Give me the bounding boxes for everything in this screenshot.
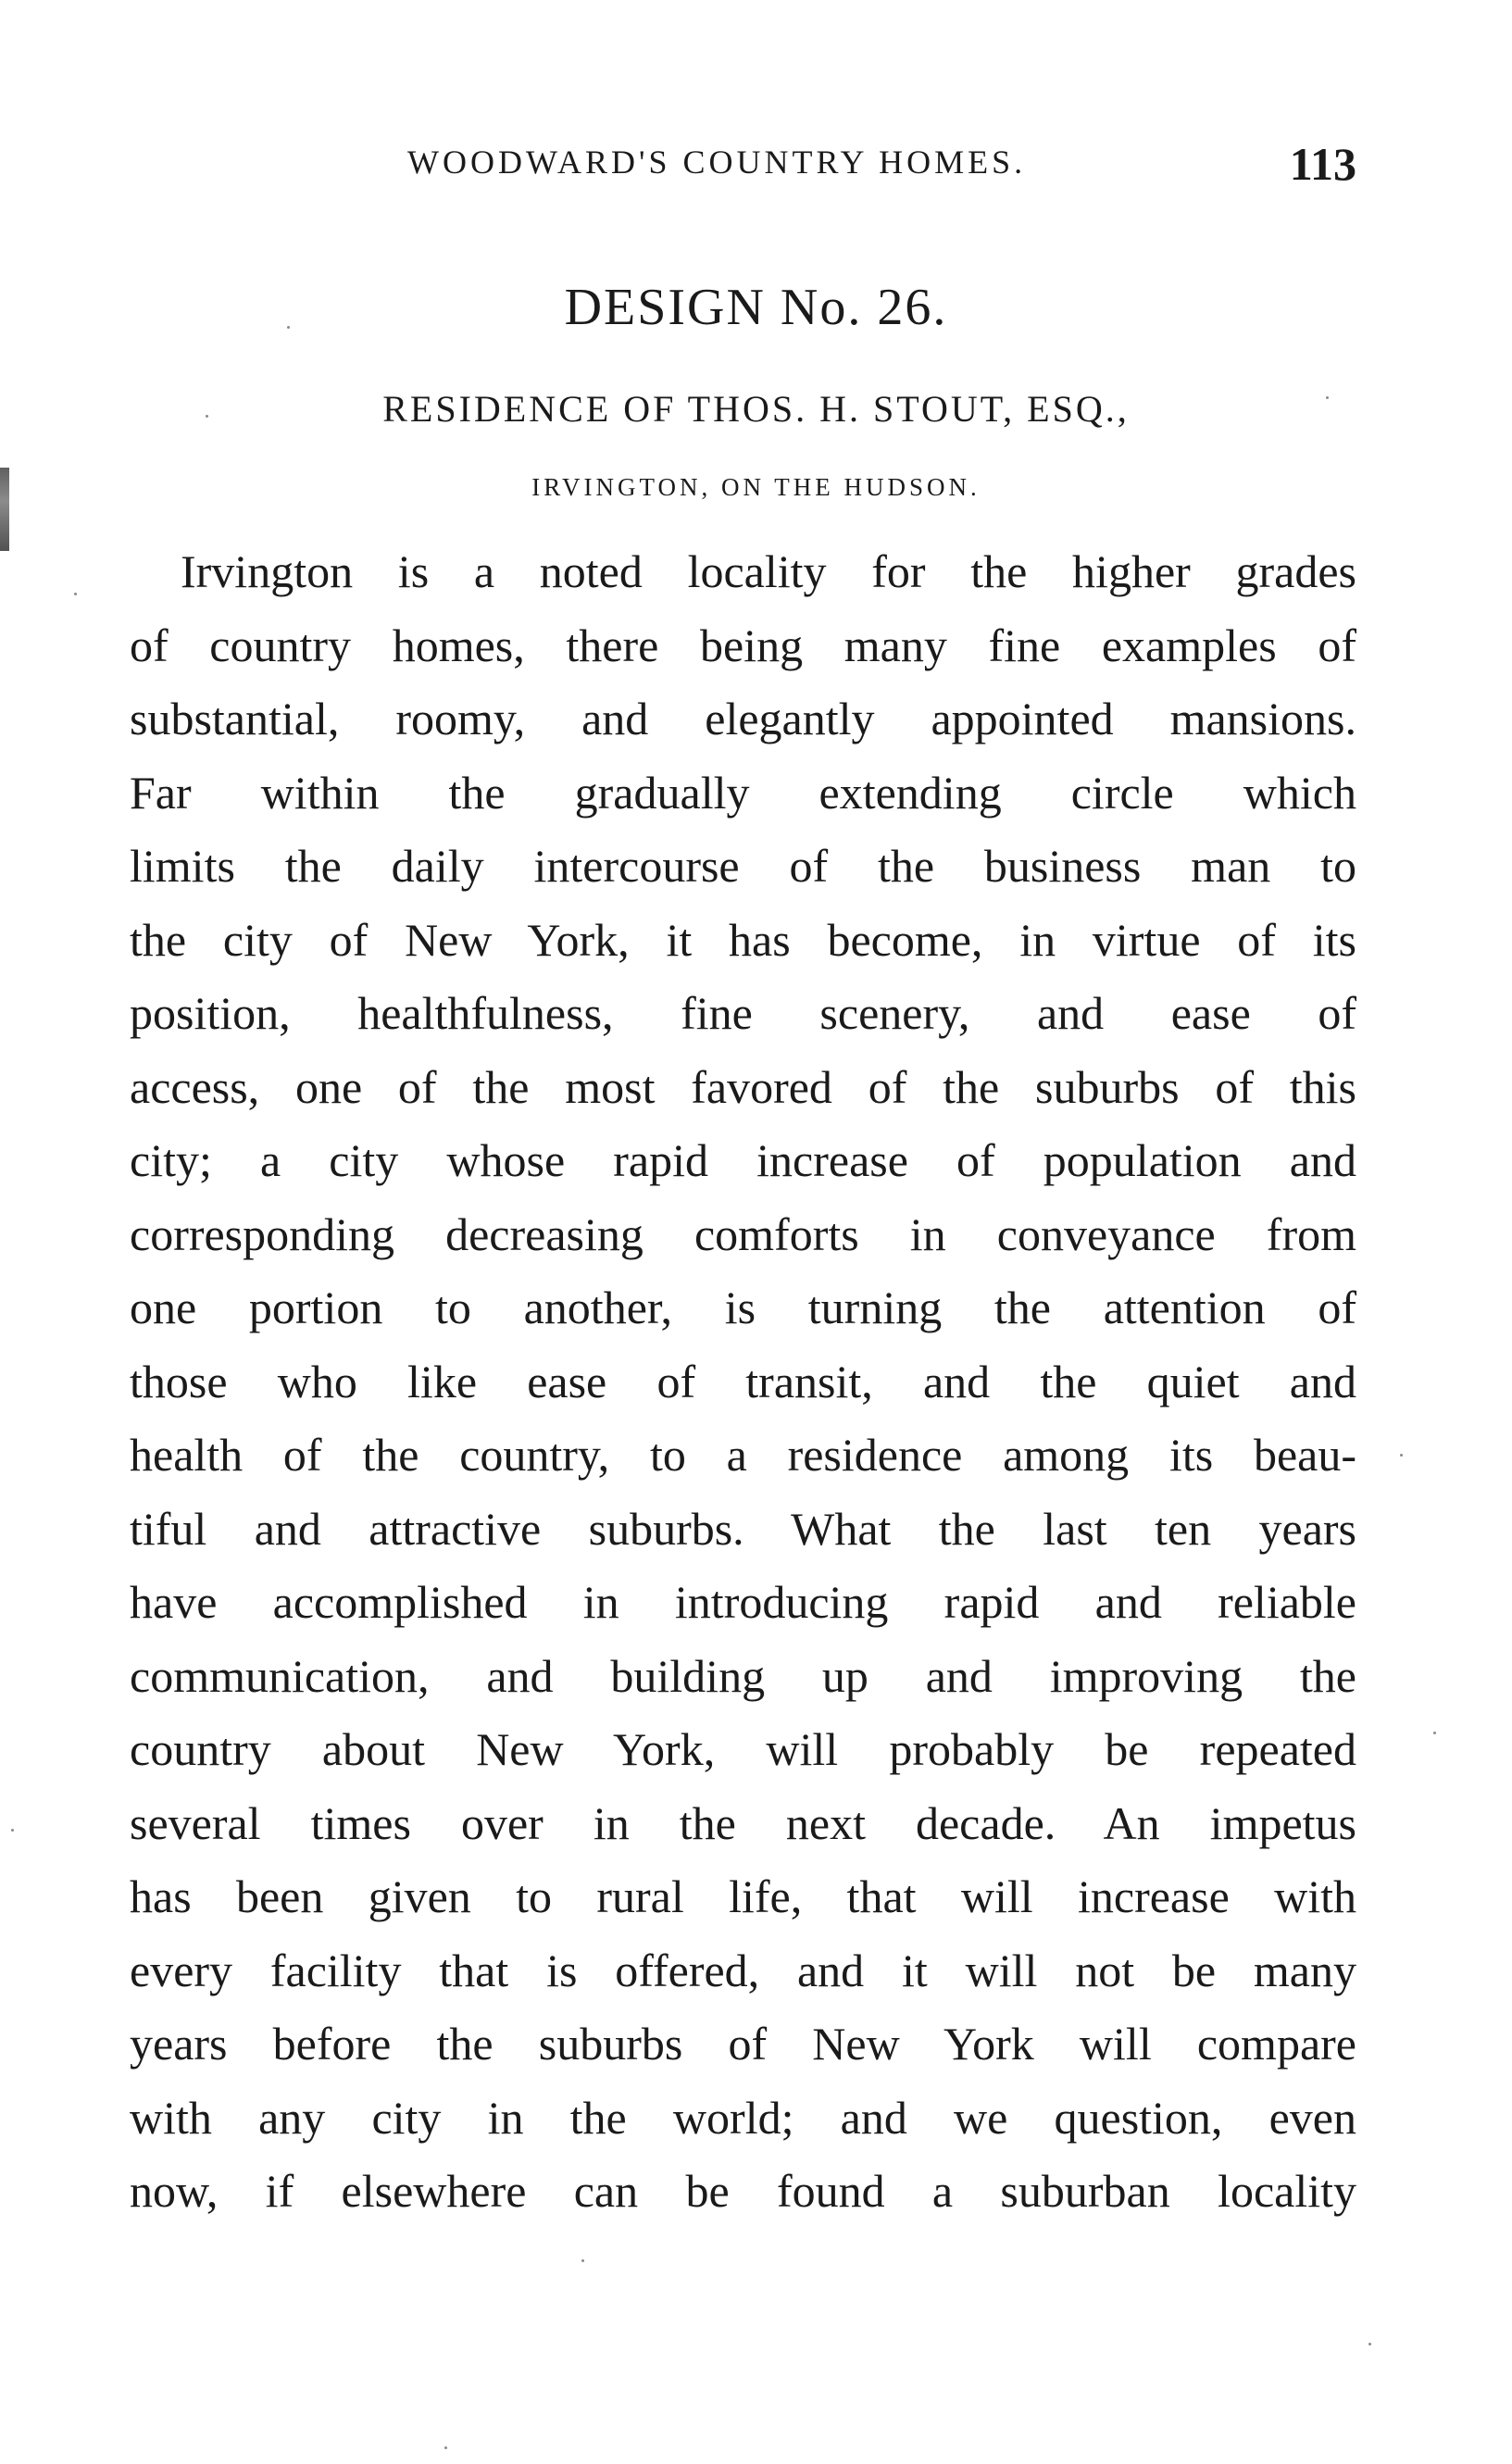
paper-speck [1400,1454,1403,1457]
paper-speck [1326,396,1329,399]
text-line: city; a city whose rapid increase of population and [130,1134,1356,1186]
text-line: the city of New York, it has become, in virtue of its [130,913,1356,966]
text-line: every facility that is offered, and it will not be many [130,1944,1356,1996]
text-line: position, healthfulness, fine scenery, and ease of [130,987,1356,1039]
page-number: 113 [1289,138,1356,190]
text-line: tiful and attractive suburbs. What the last ten years [130,1502,1356,1555]
paper-speck [74,593,77,595]
paper-speck [581,2259,584,2262]
text-line: of country homes, there being many fine examples of [130,619,1356,671]
running-head [130,137,1356,193]
running-title: WOODWARD'S COUNTRY HOMES. [407,144,1027,181]
text-line: Far within the gradually extending circle which [130,766,1356,819]
paper-speck [206,415,208,418]
text-line: health of the country, to a residence among its beau- [130,1429,1356,1481]
text-line: substantial, roomy, and elegantly appointed mansions. [130,693,1356,744]
text-line: those who like ease of transit, and the quiet and [130,1355,1356,1407]
residence-heading: RESIDENCE OF THOS. H. STOUT, ESQ., [382,388,1130,430]
text-line: one portion to another, is turning the attention of [130,1282,1356,1333]
paper-speck [11,1829,14,1832]
text-line: now, if elsewhere can be found a suburban locality [130,2165,1356,2217]
text-line: several times over in the next decade. An impetus [130,1796,1356,1849]
text-line: has been given to rural life, that will increase with [130,1870,1356,1922]
text-line: corresponding decreasing comforts in conveyance from [130,1207,1356,1260]
text-line: years before the suburbs of New York will compare [130,2018,1356,2070]
text-line: access, one of the most favored of the suburbs of this [130,1060,1356,1113]
paper-speck [1368,2343,1371,2345]
text-line: limits the daily intercourse of the business man to [130,840,1356,892]
text-line: with any city in the world; and we question, even [130,2091,1356,2144]
paper-speck [444,2446,447,2449]
paper-speck [1433,1732,1436,1734]
body-paragraph [130,535,1356,2229]
location-heading: IRVINGTON, ON THE HUDSON. [531,473,981,501]
text-line: country about New York, will probably be repeated [130,1723,1356,1775]
design-heading: DESIGN No. 26. [564,279,948,336]
text-line: have accomplished in introducing rapid and reliable [130,1576,1356,1628]
text-line: communication, and building up and improving the [130,1649,1356,1702]
paper-speck [287,326,290,329]
text-line: Irvington is a noted locality for the higher grades [181,545,1356,597]
